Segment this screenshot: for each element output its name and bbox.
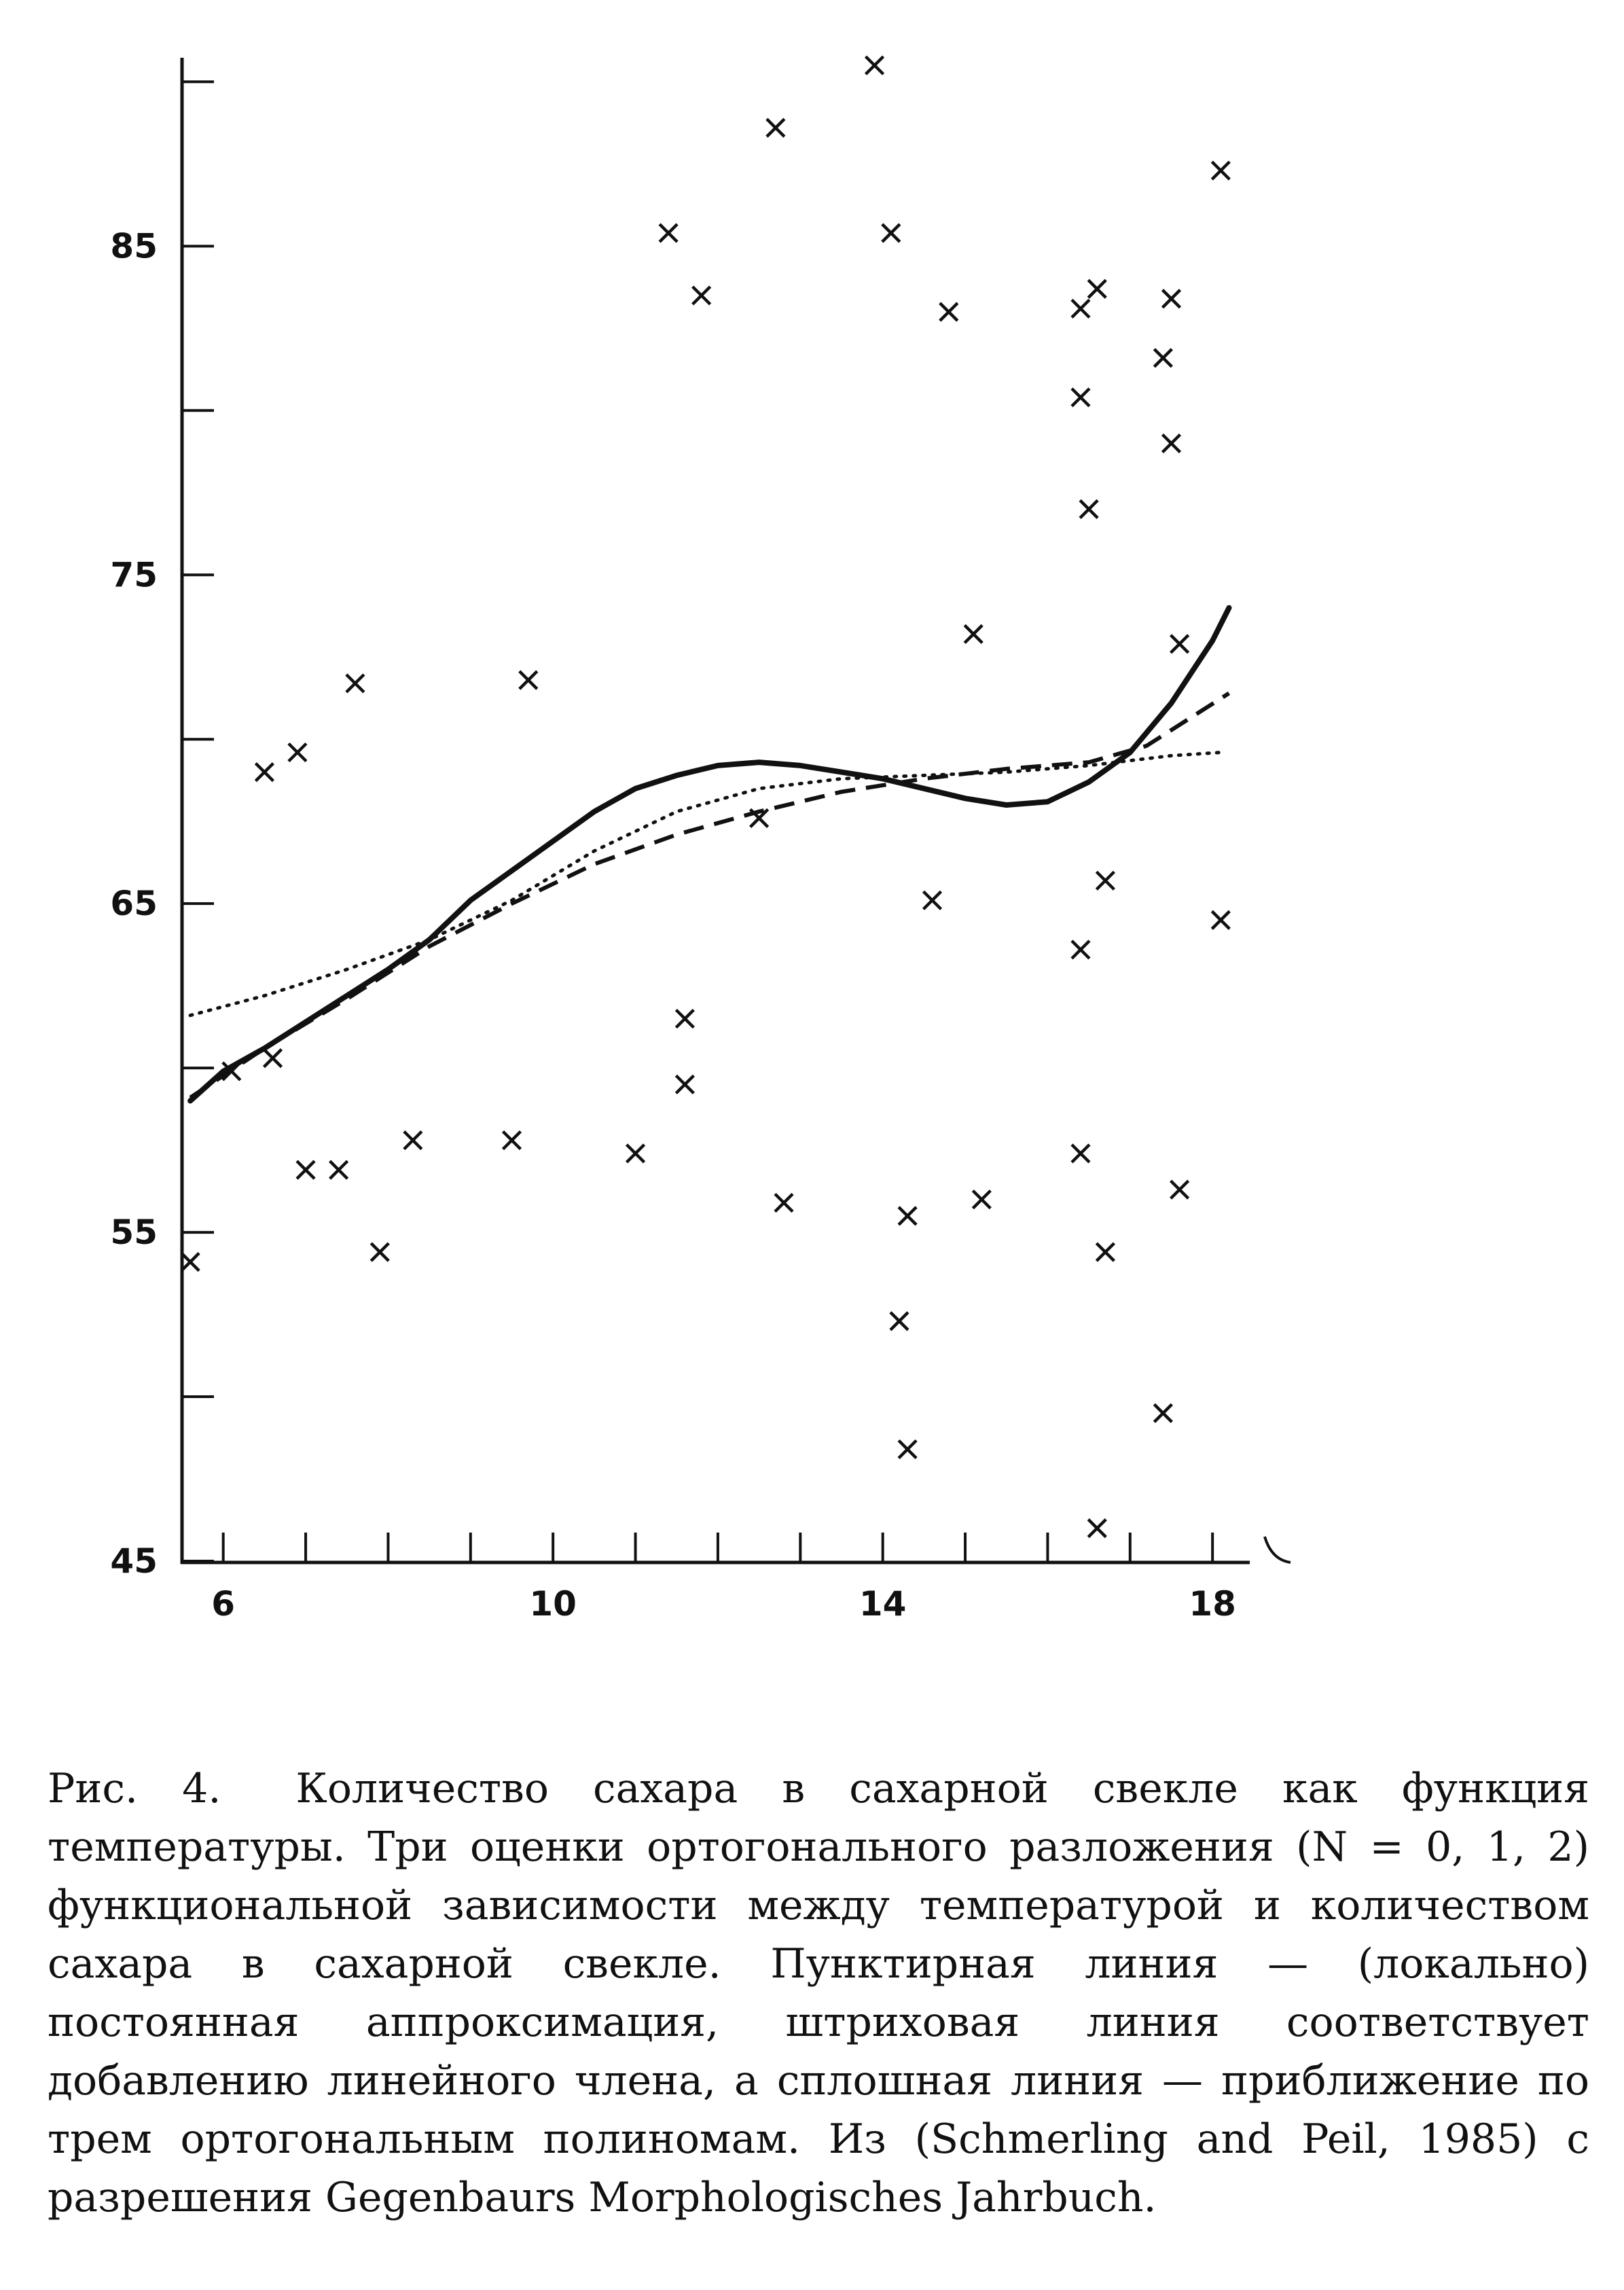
data-point (371, 1243, 389, 1261)
data-point (964, 625, 982, 643)
data-point (503, 1132, 520, 1149)
data-point (520, 671, 537, 689)
data-point (627, 1145, 645, 1162)
data-point (676, 1075, 693, 1093)
data-point (924, 891, 941, 909)
y-tick-label: 65 (110, 884, 158, 924)
data-point (181, 1253, 199, 1271)
y-tick-label: 55 (110, 1213, 158, 1253)
data-point (346, 675, 364, 692)
data-point (1171, 635, 1189, 653)
data-point (693, 287, 710, 304)
solid-fit-line (190, 608, 1229, 1101)
data-point (775, 1194, 793, 1212)
x-tick-label: 10 (529, 1584, 577, 1624)
data-points (181, 56, 1229, 1537)
data-point (1096, 1243, 1114, 1261)
data-point (1088, 280, 1106, 298)
data-point (1080, 500, 1098, 518)
data-point (404, 1132, 422, 1149)
data-point (899, 1207, 916, 1225)
data-point (676, 1010, 693, 1028)
data-point (882, 224, 900, 242)
data-point (1162, 435, 1180, 452)
data-point (890, 1312, 908, 1330)
data-point (1072, 389, 1089, 406)
data-point (660, 224, 677, 242)
data-point (1072, 941, 1089, 959)
data-point (866, 56, 884, 74)
data-point (330, 1161, 348, 1179)
x-tick-label: 6 (211, 1584, 236, 1624)
data-point (1096, 872, 1114, 889)
data-point (767, 119, 784, 137)
data-point (289, 744, 306, 762)
figure-caption (48, 1759, 1589, 2227)
caption-text: Количество сахара в сахарной свекле как функция температуры. Три оценки ортогонального разложения (N = 0, 1, 2) функциональной зависимости между температурой и количеством сахара в сахарной свекле. Пунктирная линия — (локально) постоянная аппроксимация, штриховая линия соответствует добавлению линейного члена, а сплошная линия — приближение по трем ортогональным полиномам. Из (Schmerling and Peil, 1985) с разрешения Gegenbaurs Morphologisches Jahrbuch. (48, 1765, 1589, 2221)
figure-label: Рис. 4. (48, 1765, 221, 1812)
data-point (297, 1161, 314, 1179)
data-point (973, 1191, 990, 1209)
data-point (899, 1440, 916, 1458)
data-point (1154, 349, 1172, 367)
data-point (255, 764, 273, 781)
data-point (1162, 290, 1180, 308)
y-tick-label: 75 (110, 555, 158, 595)
data-point (1072, 1145, 1089, 1162)
y-tick-label: 85 (110, 226, 158, 266)
axis-end-mark (1265, 1537, 1291, 1562)
data-point (1212, 162, 1229, 179)
x-tick-label: 14 (859, 1584, 907, 1624)
y-tick-label: 45 (110, 1541, 158, 1581)
data-point (1072, 300, 1089, 317)
data-point (1088, 1520, 1106, 1537)
x-tick-label: 18 (1189, 1584, 1236, 1624)
data-point (1154, 1404, 1172, 1422)
data-point (1171, 1181, 1189, 1198)
dashed-fit-line (190, 694, 1229, 1098)
data-point (1212, 911, 1229, 929)
data-point (940, 303, 958, 321)
data-point (264, 1050, 282, 1067)
fit-curves (190, 608, 1229, 1101)
